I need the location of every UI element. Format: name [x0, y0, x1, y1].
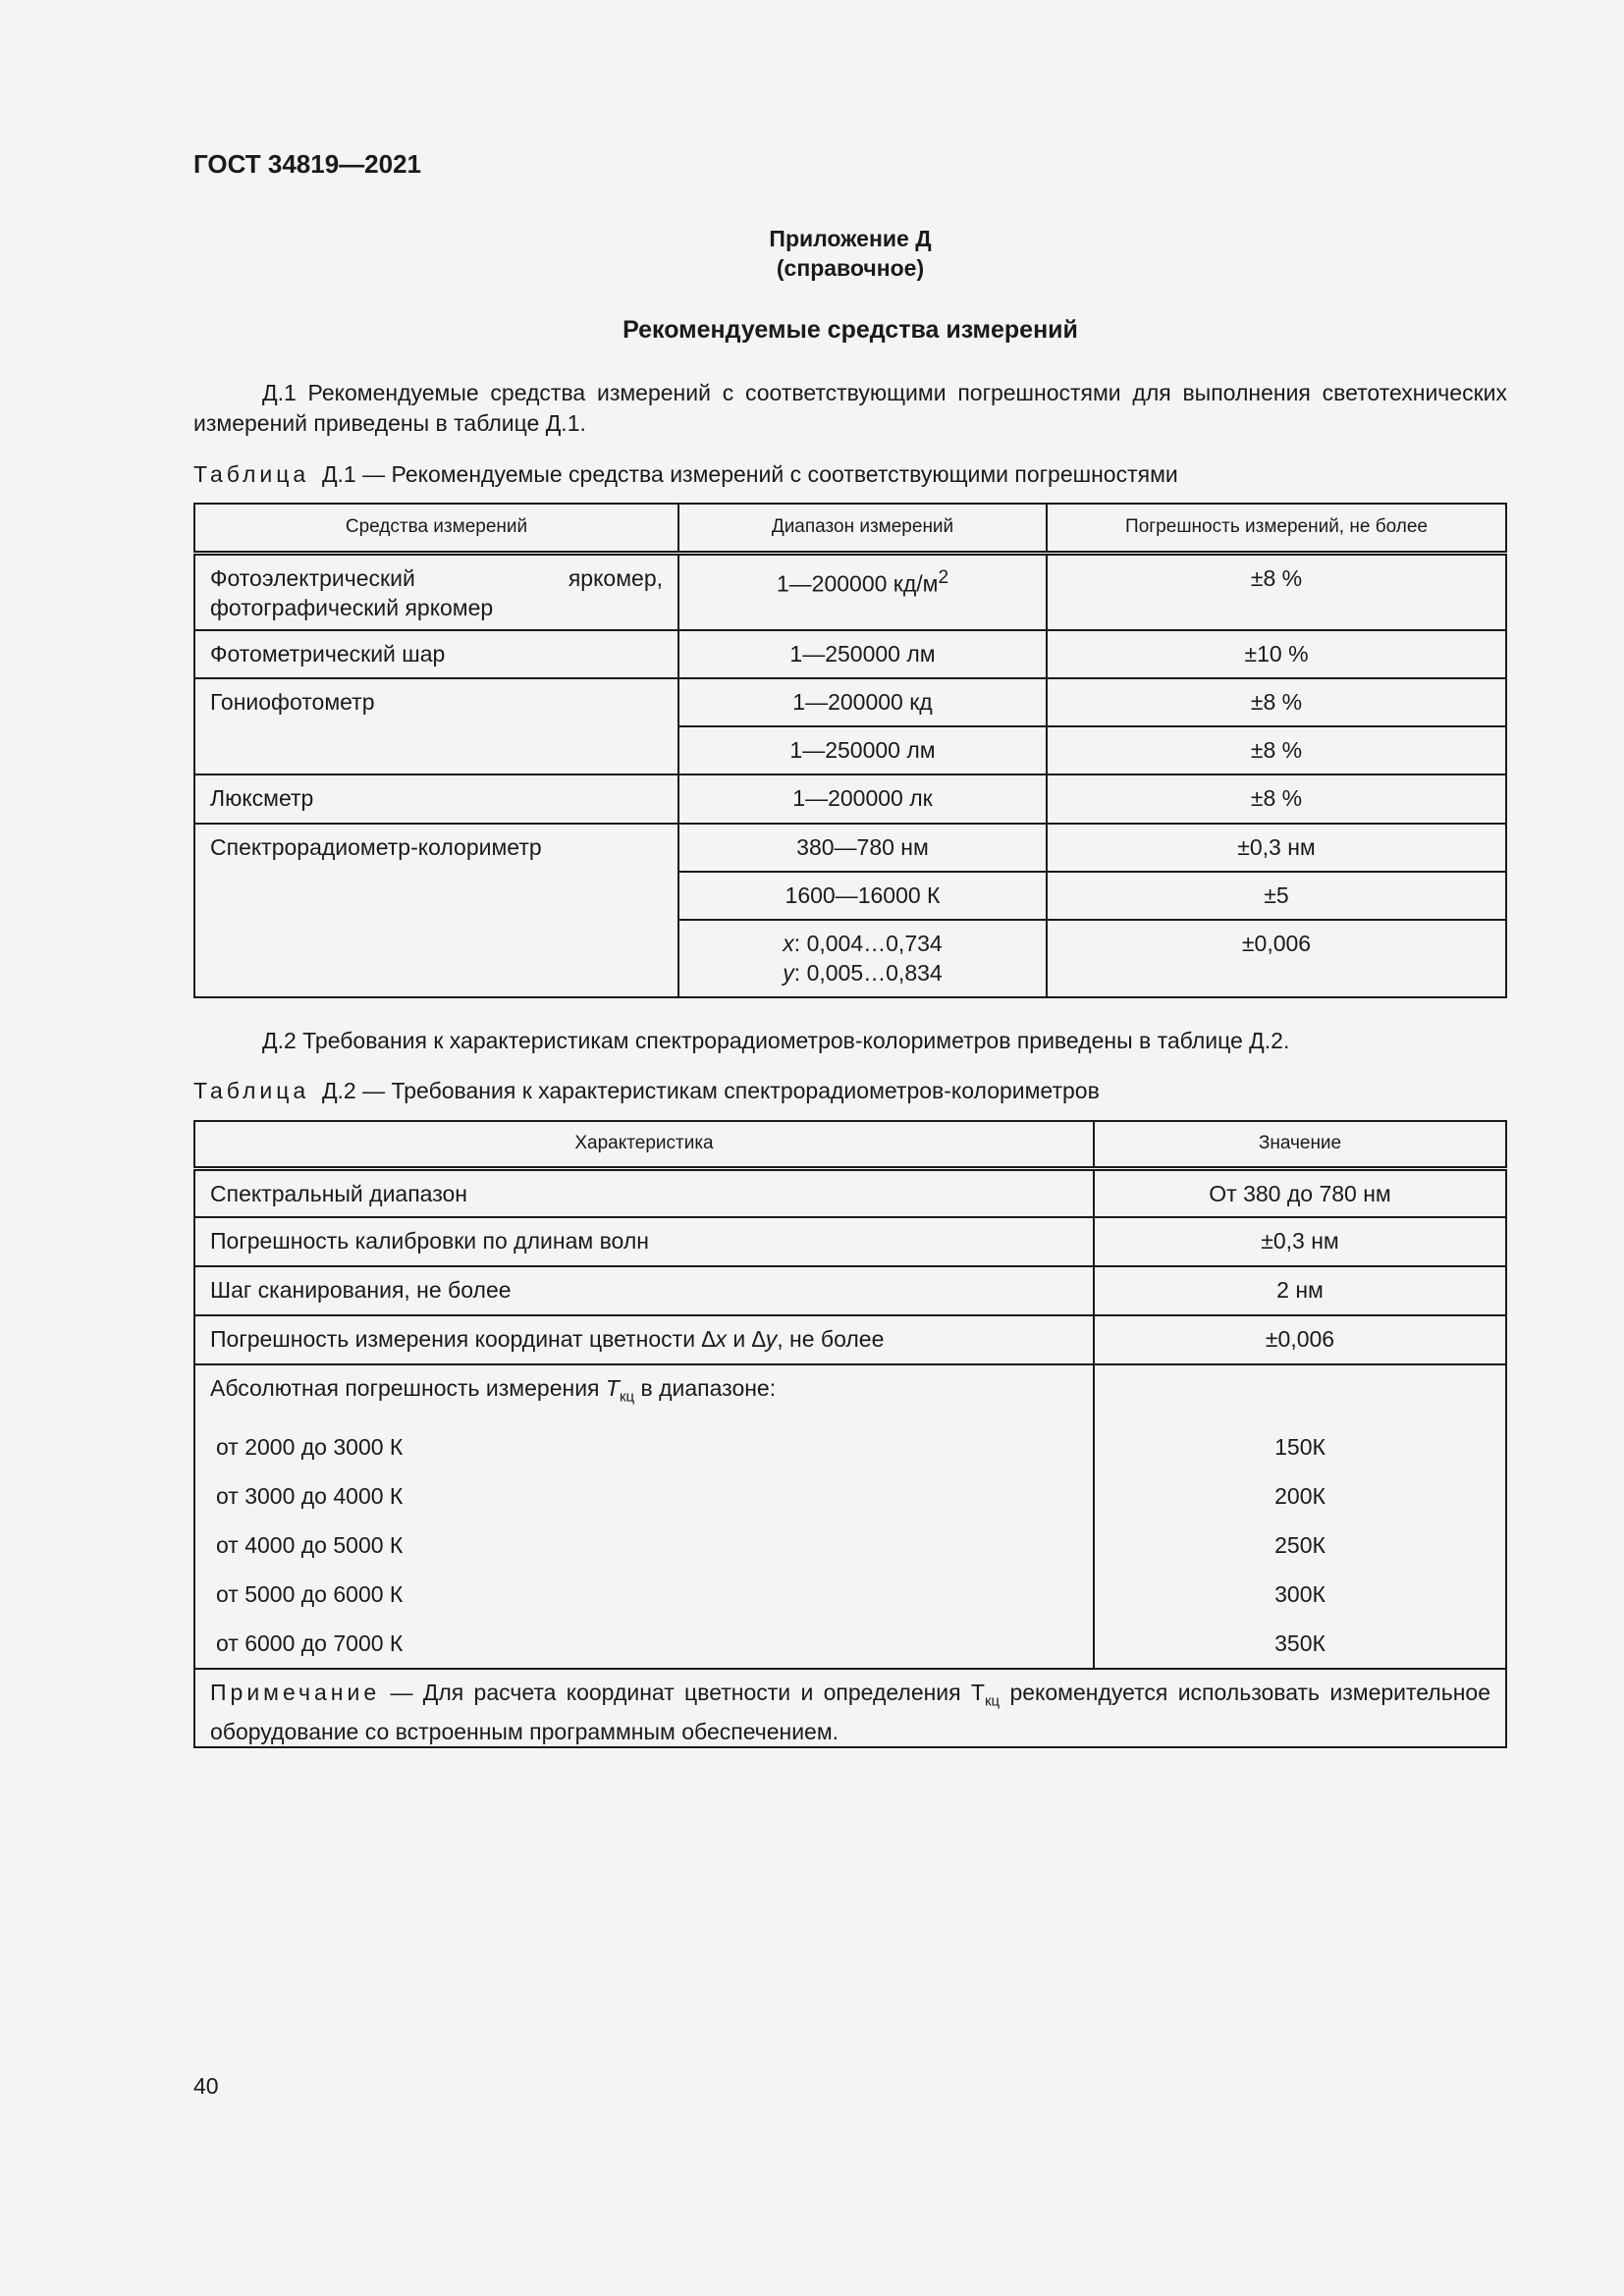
range-cell: 1—250000 лм [678, 630, 1047, 678]
caption-text: Д.2 — Требования к характеристикам спектрорадиометров-колориметров [321, 1078, 1100, 1103]
table-row [194, 1315, 1506, 1364]
error-cell: ±0,006 [1047, 920, 1506, 997]
tcc-range: от 6000 до 7000 К [216, 1630, 404, 1656]
column-header: Значение [1094, 1121, 1506, 1168]
table-row [194, 1364, 1506, 1669]
table-row [194, 1217, 1506, 1266]
table-row [194, 553, 1506, 630]
tcc-range: от 3000 до 4000 К [216, 1483, 404, 1509]
page-number: 40 [193, 2073, 219, 2099]
error-cell: ±8 % [1047, 774, 1506, 824]
range-cell: 1—200000 лк [678, 774, 1047, 824]
characteristic-cell: Спектральный диапазон [194, 1168, 1094, 1217]
error-cell: ±8 % [1047, 553, 1506, 630]
range-y [694, 958, 1031, 988]
error-cell: ±8 % [1047, 726, 1506, 774]
document-code: ГОСТ 34819—2021 [193, 149, 421, 179]
table-d1 [193, 503, 1507, 998]
caption-prefix: Таблица [193, 461, 310, 487]
table-note [194, 1669, 1506, 1747]
text: в диапазоне: [634, 1375, 777, 1401]
range-cell: 1600—16000 К [678, 872, 1047, 920]
caption-prefix: Таблица [193, 1078, 310, 1103]
y-label: y [783, 960, 794, 986]
range-sup: 2 [938, 566, 949, 588]
error-cell: ±10 % [1047, 630, 1506, 678]
instrument-cell: Фотоэлектрический яркомер, фотографический яркомер [194, 553, 678, 630]
error-cell: ±8 % [1047, 678, 1506, 726]
table-row [194, 774, 1506, 824]
range-cell: 1—250000 лм [678, 726, 1047, 774]
value-cell: ±0,006 [1094, 1315, 1506, 1364]
x-label: x [783, 931, 794, 956]
text: Погрешность измерения координат цветности [210, 1326, 702, 1352]
tcc-value: 300К [1274, 1581, 1326, 1607]
range-cell [678, 553, 1047, 630]
x-range: : 0,004…0,734 [793, 931, 943, 956]
table-row [194, 678, 1506, 726]
y-range: : 0,005…0,834 [793, 960, 943, 986]
characteristic-cell [194, 1315, 1094, 1364]
tcc-subscript: кц [984, 1692, 1001, 1710]
instrument-cell: Люксметр [194, 774, 678, 824]
section-title: Рекомендуемые средства измерений [623, 316, 1078, 344]
instrument-cell: Фотометрический шар [194, 630, 678, 678]
delta-x: ∆x [701, 1326, 728, 1352]
paragraph-d2 [193, 1026, 1507, 1056]
table-row [194, 1266, 1506, 1315]
tcc-value: 200К [1274, 1483, 1326, 1509]
column-header: Погрешность измерений, не более [1047, 504, 1506, 553]
tcc-range: от 4000 до 5000 К [216, 1532, 404, 1558]
error-cell: ±5 [1047, 872, 1506, 920]
value-cell: ±0,3 нм [1094, 1217, 1506, 1266]
instrument-cell: Спектрорадиометр-колориметр [194, 824, 678, 997]
text: , не более [777, 1326, 885, 1352]
appendix-title: Приложение Д [769, 226, 932, 251]
range-text: 1—200000 кд/м [776, 570, 939, 597]
range-cell [678, 920, 1047, 997]
range-x [694, 929, 1031, 958]
tcc-range: от 5000 до 6000 К [216, 1581, 404, 1607]
range-cell: 1—200000 кд [678, 678, 1047, 726]
error-cell: ±0,3 нм [1047, 824, 1506, 872]
delta-y: ∆y [751, 1326, 778, 1352]
tcc-value: 150К [1274, 1434, 1326, 1460]
value-cell [1094, 1364, 1506, 1669]
column-header: Средства измерений [194, 504, 678, 553]
table-row [194, 630, 1506, 678]
value-cell: От 380 до 780 нм [1094, 1168, 1506, 1217]
paragraph-d1-text: Д.1 Рекомендуемые средства измерений с соответствующими погрешностями для выполнения светотехнических измерений приведены в таблице Д.1. [193, 380, 1507, 436]
appendix-subtitle: (справочное) [776, 255, 925, 281]
tcc-range: от 2000 до 3000 К [216, 1434, 404, 1460]
characteristic-cell: Шаг сканирования, не более [194, 1266, 1094, 1315]
note-prefix: Примечание [210, 1680, 381, 1705]
tcc-heading [210, 1373, 1078, 1422]
instrument-cell: Гониофотометр [194, 678, 678, 774]
tcc-subscript: кц [619, 1388, 635, 1406]
table-row [194, 824, 1506, 872]
characteristic-cell: Погрешность калибровки по длинам волн [194, 1217, 1094, 1266]
caption-text: Д.1 — Рекомендуемые средства измерений с соответствующими погрешностями [321, 461, 1178, 487]
column-header: Диапазон измерений [678, 504, 1047, 553]
tcc-value: 350К [1274, 1630, 1326, 1656]
tcc-symbol: T [605, 1375, 620, 1401]
text: Абсолютная погрешность измерения [210, 1375, 606, 1401]
table2-caption [193, 1078, 1100, 1104]
range-cell: 380—780 нм [678, 824, 1047, 872]
text: и [727, 1326, 752, 1352]
characteristic-cell [194, 1364, 1094, 1669]
text: — Для расчета координат цветности и определения T [380, 1680, 985, 1705]
column-header: Характеристика [194, 1121, 1094, 1168]
paragraph-d2-text: Д.2 Требования к характеристикам спектрорадиометров-колориметров приведены в таблице Д.2. [262, 1028, 1290, 1053]
value-cell: 2 нм [1094, 1266, 1506, 1315]
table-d2 [193, 1120, 1507, 1748]
table1-caption [193, 461, 1178, 488]
paragraph-d1 [193, 378, 1507, 439]
table-note-row [194, 1669, 1506, 1747]
text: рекомендуется использовать измерительное оборудование со встроенным программным обеспечением. [210, 1680, 1490, 1744]
table-row [194, 1168, 1506, 1217]
tcc-value: 250К [1274, 1532, 1326, 1558]
